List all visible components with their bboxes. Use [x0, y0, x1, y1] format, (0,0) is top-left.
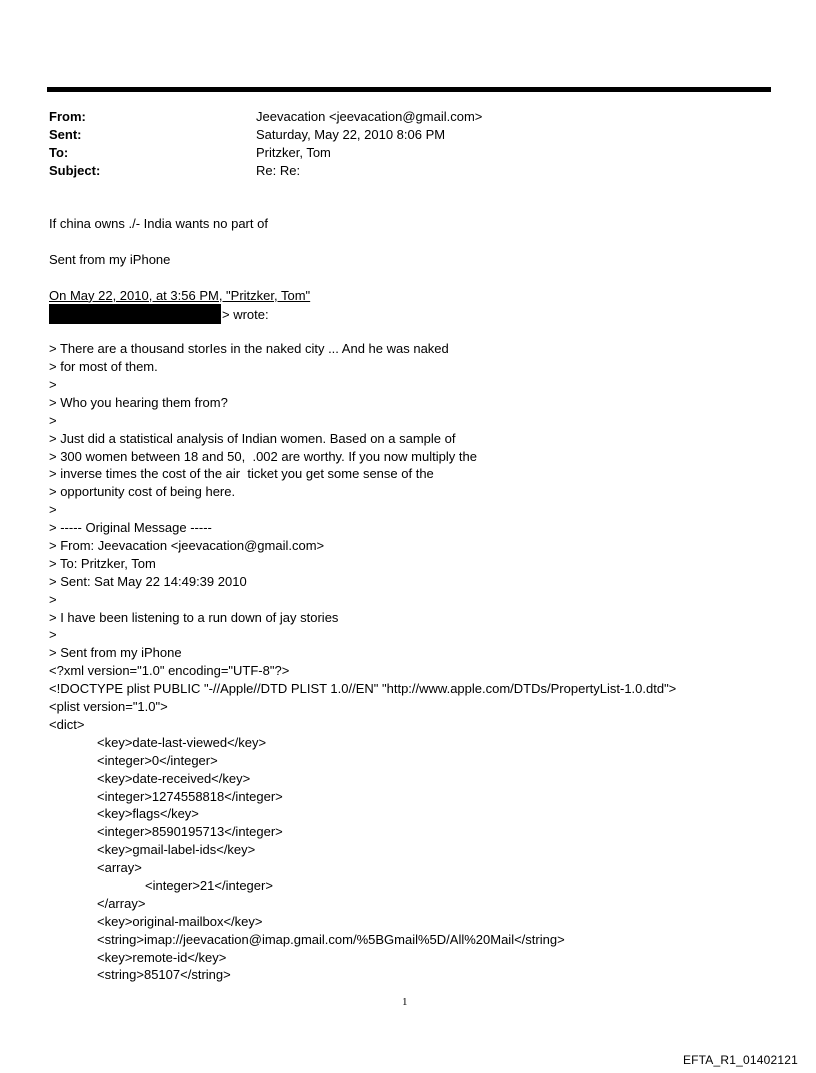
body-signature: Sent from my iPhone	[49, 251, 171, 267]
quoted-line: >	[49, 627, 57, 643]
page-number: 1	[402, 996, 408, 1008]
quote-intro: On May 22, 2010, at 3:56 PM, "Pritzker, Tom"	[49, 287, 311, 303]
xml-line: <key>gmail-label-ids</key>	[97, 842, 256, 858]
quoted-line: >	[49, 502, 57, 518]
quoted-line: > There are a thousand storIes in the naked city ... And he was naked	[49, 341, 449, 357]
xml-line: <!DOCTYPE plist PUBLIC "-//Apple//DTD PLIST 1.0//EN" "http://www.apple.com/DTDs/PropertyList-1.0.dtd">	[49, 681, 677, 697]
quoted-line: > ----- Original Message -----	[49, 520, 212, 536]
redaction-box	[49, 304, 221, 324]
xml-line: <dict>	[49, 716, 85, 732]
xml-line: <integer>0</integer>	[97, 752, 218, 768]
quoted-line: > I have been listening to a run down of jay stories	[49, 609, 339, 625]
quoted-line: >	[49, 412, 57, 428]
header-to-value: Pritzker, Tom	[256, 145, 331, 160]
bates-number: EFTA_R1_01402121	[682, 1053, 798, 1067]
xml-line: <key>original-mailbox</key>	[97, 913, 263, 929]
xml-line: <key>remote-id</key>	[97, 949, 227, 965]
xml-line: <string>imap://jeevacation@imap.gmail.com/%5BGmail%5D/All%20Mail</string>	[97, 931, 565, 947]
xml-line: <integer>8590195713</integer>	[97, 824, 283, 840]
xml-line: <integer>21</integer>	[145, 877, 273, 893]
quote-wrote: > wrote:	[222, 307, 269, 323]
quoted-line: > Who you hearing them from?	[49, 394, 228, 410]
xml-line: <string>85107</string>	[97, 967, 231, 983]
quoted-line: > Sent from my iPhone	[49, 645, 182, 661]
quoted-line: > for most of them.	[49, 359, 158, 375]
quote-wrote-line	[49, 304, 769, 322]
header-sent-value: Saturday, May 22, 2010 8:06 PM	[256, 127, 446, 142]
xml-line: <?xml version="1.0" encoding="UTF-8"?>	[49, 663, 290, 679]
header-from-label: From:	[49, 109, 86, 124]
header-subject-value: Re: Re:	[256, 163, 301, 178]
quoted-line: >	[49, 591, 57, 607]
quoted-line: > 300 women between 18 and 50, .002 are worthy. If you now multiply the	[49, 448, 477, 464]
xml-line: </array>	[97, 895, 146, 911]
xml-line: <plist version="1.0">	[49, 699, 168, 715]
header-from-value: Jeevacation <jeevacation@gmail.com>	[256, 109, 483, 124]
plist-xml	[49, 662, 769, 984]
quoted-line: > Just did a statistical analysis of Indian women. Based on a sample of	[49, 430, 456, 446]
header-subject-label: Subject:	[49, 163, 101, 178]
xml-line: <array>	[97, 860, 142, 876]
quoted-line: > inverse times the cost of the air ticket you get some sense of the	[49, 466, 434, 482]
xml-line: <key>flags</key>	[97, 806, 199, 822]
header-to-label: To:	[49, 145, 69, 160]
header-rule	[47, 87, 771, 92]
quoted-line: > From: Jeevacation <jeevacation@gmail.com>	[49, 538, 325, 554]
quoted-line: > To: Pritzker, Tom	[49, 555, 156, 571]
quoted-message	[49, 340, 769, 662]
quoted-line: > Sent: Sat May 22 14:49:39 2010	[49, 573, 247, 589]
quoted-line: > opportunity cost of being here.	[49, 484, 236, 500]
body-line: If china owns ./- India wants no part of	[49, 216, 268, 231]
header-sent-label: Sent:	[49, 127, 82, 142]
xml-line: <key>date-received</key>	[97, 770, 251, 786]
email-body	[49, 215, 769, 984]
xml-line: <key>date-last-viewed</key>	[97, 734, 267, 750]
quoted-line: >	[49, 377, 57, 393]
xml-line: <integer>1274558818</integer>	[97, 788, 283, 804]
